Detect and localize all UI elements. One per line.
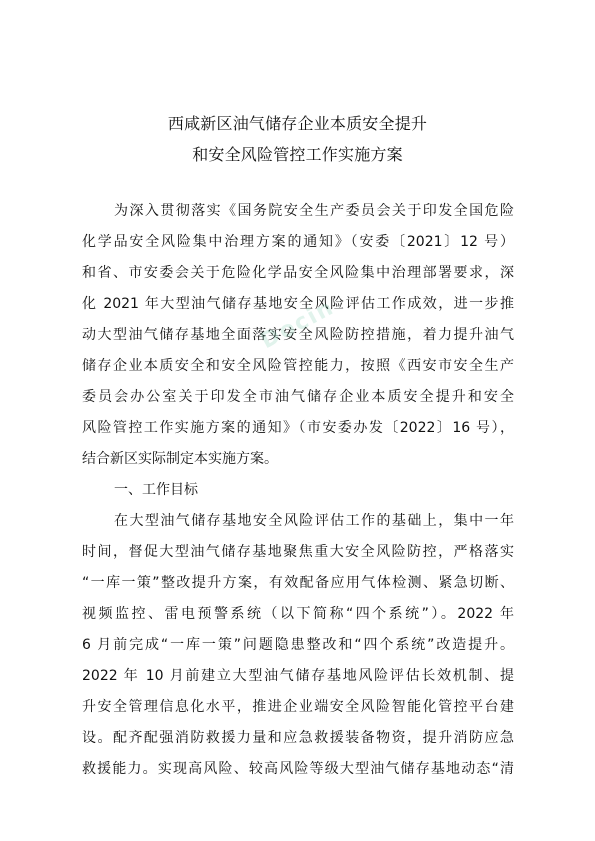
document-title-line-2: 和安全风险管控工作实施方案	[192, 145, 403, 164]
paragraph-line: 升安全管理信息化水平，推进企业端安全风险智能化管控平台建	[82, 699, 514, 715]
paragraph-line: 委员会办公室关于印发全市油气储存企业本质安全提升和安全	[82, 389, 514, 405]
paragraph-line: 动大型油气储存基地全面落实安全风险防控措施，着力提升油气	[82, 327, 514, 343]
paragraph-line: 储存企业本质安全和安全风险管控能力，按照《西安市安全生产	[82, 358, 514, 374]
paragraph-line: “一库一策”整改提升方案，有效配备应用气体检测、紧急切断、	[82, 575, 514, 591]
paragraph-line: 为深入贯彻落实《国务院安全生产委员会关于印发全国危险	[114, 203, 514, 219]
paragraph-line: 时间，督促大型油气储存基地聚焦重大安全风险防控，严格落实	[82, 544, 514, 560]
watermark-logo: Docin	[256, 294, 339, 355]
paragraph-line: 2022 年 10 月前建立大型油气储存基地风险评估长效机制、提	[82, 668, 514, 684]
paragraph-line: 在大型油气储存基地安全风险评估工作的基础上，集中一年	[114, 513, 514, 529]
paragraph-line: 和省、市安委会关于危险化学品安全风险集中治理部署要求，深	[82, 265, 514, 281]
paragraph-line: 救援能力。实现高风险、较高风险等级大型油气储存基地动态“清	[82, 761, 514, 777]
paragraph-line: 6 月前完成“一库一策”问题隐患整改和“四个系统”改造提升。	[82, 637, 514, 653]
paragraph-line: 结合新区实际制定本实施方案。	[82, 451, 278, 467]
paragraph-line: 化 2021 年大型油气储存基地安全风险评估工作成效，进一步推	[82, 296, 514, 312]
paragraph-line: 风险管控工作实施方案的通知》（市安委办发〔2022〕16 号），	[82, 420, 514, 436]
document-title-line-1: 西咸新区油气储存企业本质安全提升	[167, 114, 428, 133]
paragraph-line: 设。配齐配强消防救援力量和应急救援装备物资，提升消防应急	[82, 730, 514, 746]
paragraph-line: 化学品安全风险集中治理方案的通知》（安委〔2021〕12 号）	[82, 234, 514, 250]
section-heading: 一、工作目标	[114, 482, 198, 498]
paragraph-line: 视频监控、雷电预警系统（以下简称“四个系统”）。2022 年	[82, 606, 514, 622]
